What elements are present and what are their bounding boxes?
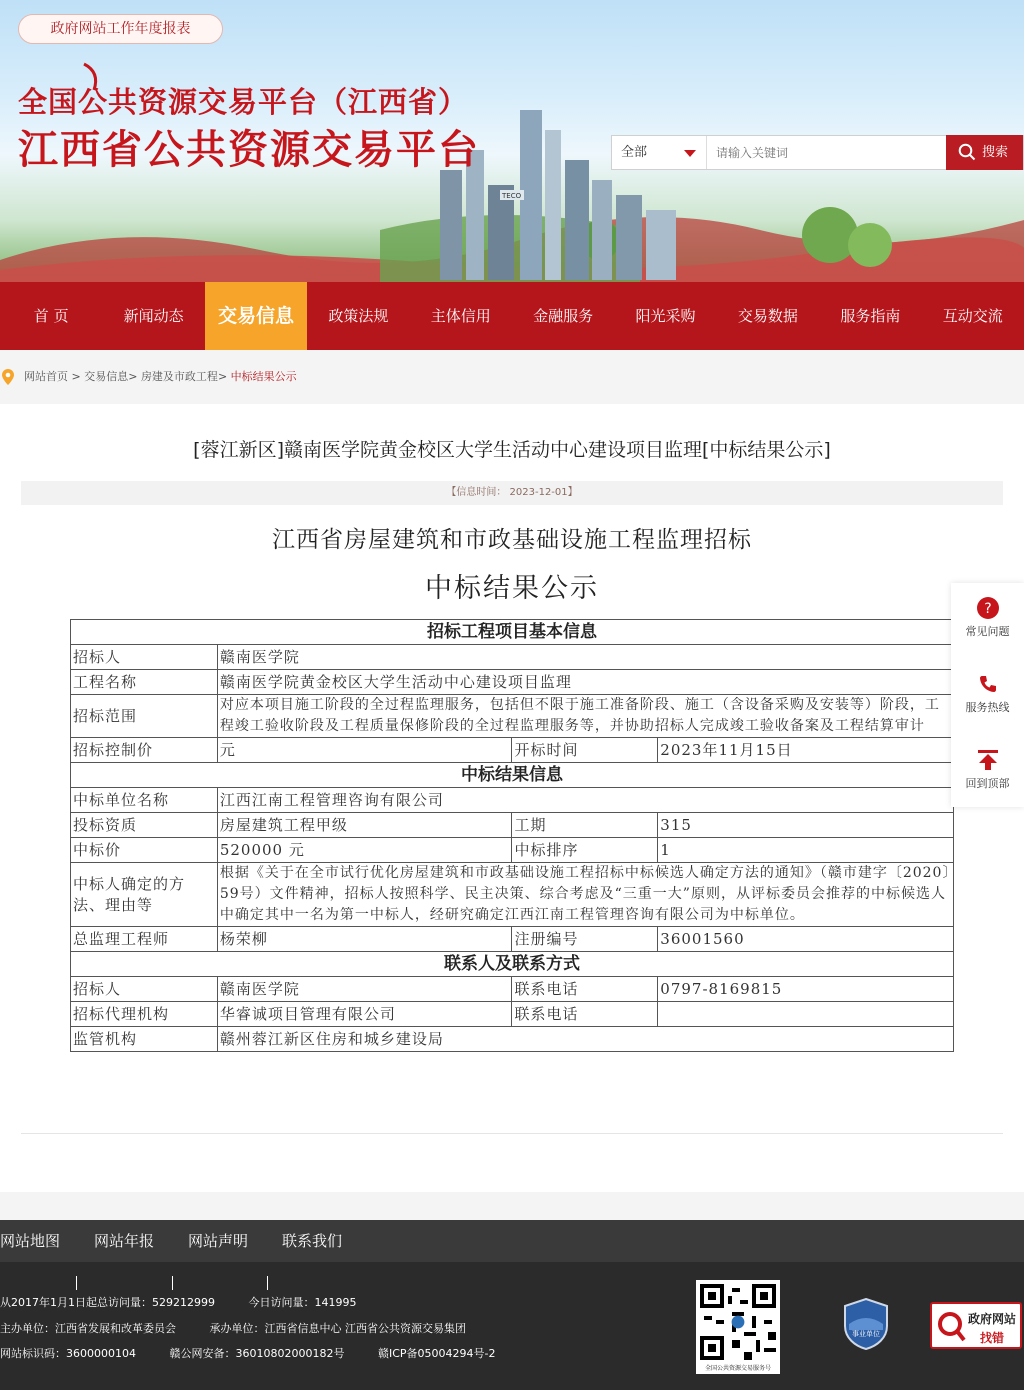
phone-icon (977, 673, 999, 695)
side-toolbar (951, 583, 1024, 807)
cell-label: 工期 (512, 813, 658, 838)
cell-label: 注册编号 (512, 927, 658, 952)
search-input[interactable] (716, 136, 946, 169)
cell-value: 元 (217, 738, 512, 763)
cell-value: 520000 元 (217, 838, 512, 863)
hotline-button[interactable] (951, 659, 1024, 733)
table-row (71, 977, 954, 1002)
site-subtitle: 全国公共资源交易平台（江西省） (18, 85, 469, 119)
icp[interactable]: 赣ICP备05004294号-2 (377, 1347, 496, 1360)
cell-label: 联系电话 (512, 1002, 658, 1027)
organizer-label: 承办单位： (209, 1322, 265, 1335)
table-row (71, 813, 954, 838)
sponsor-info (0, 1320, 466, 1336)
footer (0, 1262, 1024, 1390)
breadcrumb-current: 中标结果公示 (230, 370, 297, 383)
total-visits-label: 从2017年1月1日起总访问量： (0, 1296, 152, 1309)
nav-item-credit[interactable]: 主体信用 (430, 307, 491, 325)
search-icon (958, 143, 976, 161)
cell-value: 36001560 (658, 927, 954, 952)
cell-label: 中标单位名称 (71, 788, 218, 813)
table-row (71, 738, 954, 763)
doc-heading: 江西省房屋建筑和市政基础设施工程监理招标 (272, 527, 752, 553)
table-row (71, 838, 954, 863)
table-row (71, 863, 954, 927)
breadcrumb-sep: > (217, 370, 231, 383)
footer-link-contact[interactable]: 联系我们 (282, 1232, 343, 1250)
cell-label: 总监理工程师 (71, 927, 218, 952)
magnifier-icon (936, 1310, 966, 1344)
nav-item-guide[interactable]: 服务指南 (840, 307, 901, 325)
badge-text: 事业单位 (852, 1330, 880, 1338)
back-to-top-button[interactable] (951, 735, 1024, 809)
table-row (71, 788, 954, 813)
cell-value: 315 (658, 813, 954, 838)
cell-label: 中标排序 (512, 838, 658, 863)
table-row (71, 670, 954, 695)
cell-value: 杨荣柳 (217, 927, 512, 952)
cell-label: 招标代理机构 (71, 1002, 218, 1027)
breadcrumb-sep: > (128, 370, 141, 383)
search-button-label: 搜索 (982, 145, 1009, 160)
cell-label: 招标人 (71, 977, 218, 1002)
search-bar (611, 135, 1024, 170)
cell-value: 赣南医学院黄金校区大学生活动中心建设项目监理 (217, 670, 953, 695)
police-label[interactable]: 赣公网安备： (169, 1347, 236, 1360)
site-id-label: 网站标识码： (0, 1347, 66, 1360)
nav-item-interaction[interactable]: 互动交流 (942, 307, 1003, 325)
nav-item-policy[interactable]: 政策法规 (328, 307, 389, 325)
cell-label: 联系电话 (512, 977, 658, 1002)
question-icon (977, 597, 999, 619)
hotline-label: 服务热线 (965, 701, 1010, 714)
gov-find-title: 政府网站 (968, 1312, 1017, 1326)
cell-value: 赣南医学院 (217, 977, 512, 1002)
sponsor: 江西省发展和改革委员会 (55, 1322, 176, 1335)
public-institution-badge-icon[interactable] (843, 1298, 889, 1350)
nav-item-procurement[interactable]: 阳光采购 (635, 307, 696, 325)
nav-item-finance[interactable]: 金融服务 (533, 307, 594, 325)
police-id[interactable]: 36010802000182号 (235, 1347, 345, 1360)
today-visits-label: 今日访问量： (248, 1296, 315, 1309)
back-to-top-label: 回到顶部 (965, 777, 1010, 790)
breadcrumb (0, 360, 1024, 394)
site-title: 江西省公共资源交易平台 (18, 126, 480, 173)
header-banner (0, 0, 1024, 282)
breadcrumb-home[interactable]: 网站首页 (24, 370, 68, 383)
nav-item-home[interactable]: 首 页 (33, 307, 69, 325)
svg-text:?: ? (983, 601, 992, 617)
cell-value: 赣州蓉江新区住房和城乡建设局 (217, 1027, 953, 1052)
nav-item-news[interactable]: 新闻动态 (123, 307, 184, 325)
table-row (71, 1027, 954, 1052)
table-row (71, 645, 954, 670)
section-header: 招标工程项目基本信息 (71, 620, 954, 645)
table-row (71, 927, 954, 952)
location-pin-icon (2, 369, 14, 385)
qr-code (696, 1280, 780, 1364)
qr-code-graphic (696, 1280, 780, 1364)
faq-label: 常见问题 (965, 625, 1010, 638)
divider (21, 1133, 1003, 1134)
cell-value: 1 (658, 838, 954, 863)
breadcrumb-sep: > (68, 370, 85, 383)
site-id: 3600000104 (66, 1347, 136, 1360)
footer-link-annual-report[interactable]: 网站年报 (94, 1232, 155, 1250)
cell-label: 工程名称 (71, 670, 218, 695)
visit-stats (0, 1294, 357, 1310)
section-header: 中标结果信息 (71, 763, 954, 788)
cell-value: 2023年11月15日 (658, 738, 954, 763)
article-title: [蓉江新区]赣南医学院黄金校区大学生活动中心建设项目监理[中标结果公示] (193, 439, 831, 461)
breadcrumb-category[interactable]: 房建及市政工程 (140, 370, 218, 383)
nav-item-data[interactable]: 交易数据 (737, 307, 798, 325)
search-button[interactable] (946, 135, 1023, 170)
total-visits: 529212999 (152, 1296, 215, 1309)
doc-subheading: 中标结果公示 (425, 573, 599, 604)
cell-label: 中标人确定的方法、理由等 (71, 863, 218, 927)
cell-value: 根据《关于在全市试行优化房屋建筑和市政基础设施工程招标中标候选人确定方法的通知》（赣市建字〔2020〕59号）文件精神，招标人按照科学、民主决策、综合考虑及“三重一大”原则，从评标委员会推荐的中标候选人中确定其中一名为第一中标人，经研究确定江西江南工程管理咨询有限公司为中标单位。 (217, 863, 953, 927)
table-row (71, 1002, 954, 1027)
gov-site-error-report[interactable] (930, 1302, 1022, 1349)
cell-value: 0797-8169815 (658, 977, 954, 1002)
today-visits: 141995 (314, 1296, 357, 1309)
result-table (70, 619, 954, 1052)
cell-value: 房屋建筑工程甲级 (217, 813, 512, 838)
footer-link-statement[interactable]: 网站声明 (188, 1232, 249, 1250)
cell-label: 投标资质 (71, 813, 218, 838)
article-card (0, 404, 1024, 1192)
cell-label: 招标范围 (71, 695, 218, 738)
cell-value: 华睿诚项目管理有限公司 (217, 1002, 512, 1027)
cell-label: 开标时间 (512, 738, 658, 763)
table-row (71, 695, 954, 738)
skyline-sign-text: TECO (502, 192, 522, 200)
search-scope-select[interactable] (612, 136, 707, 169)
registration-info (0, 1345, 496, 1361)
cell-label: 中标价 (71, 838, 218, 863)
organizer: 江西省信息中心 江西省公共资源交易集团 (264, 1322, 466, 1335)
cell-value: 江西江南工程管理咨询有限公司 (217, 788, 953, 813)
cell-value: 对应本项目施工阶段的全过程监理服务，包括但不限于施工准备阶段、施工（含设备采购及安装等）阶段，工程竣工验收阶段及工程质量保修阶段的全过程监理服务等，并协助招标人完成竣工验收备案及工程结算审计 (217, 695, 953, 738)
nav-item-trade-info[interactable]: 交易信息 (205, 282, 307, 350)
footer-links (0, 1220, 1024, 1262)
footer-link-sitemap[interactable]: 网站地图 (0, 1232, 61, 1250)
info-time: 【信息时间： 2023-12-01】 (21, 481, 1003, 505)
cell-value (658, 1002, 954, 1027)
gov-find-sub: 找错 (980, 1331, 1005, 1345)
cell-label: 监管机构 (71, 1027, 218, 1052)
cell-value: 赣南医学院 (217, 645, 953, 670)
annual-report-link[interactable]: 政府网站工作年度报表 (18, 14, 223, 44)
section-header: 联系人及联系方式 (71, 952, 954, 977)
search-scope-value: 全部 (621, 145, 648, 160)
caret-down-icon (684, 150, 696, 157)
faq-button[interactable] (951, 583, 1024, 657)
qr-caption: 全国公共资源交易服务号 (696, 1364, 780, 1374)
cell-label: 招标控制价 (71, 738, 218, 763)
cell-label: 招标人 (71, 645, 218, 670)
arrow-up-icon (977, 749, 999, 771)
breadcrumb-trade-info[interactable]: 交易信息 (84, 370, 129, 383)
main-nav (0, 282, 1024, 350)
sponsor-label: 主办单位： (0, 1322, 55, 1335)
